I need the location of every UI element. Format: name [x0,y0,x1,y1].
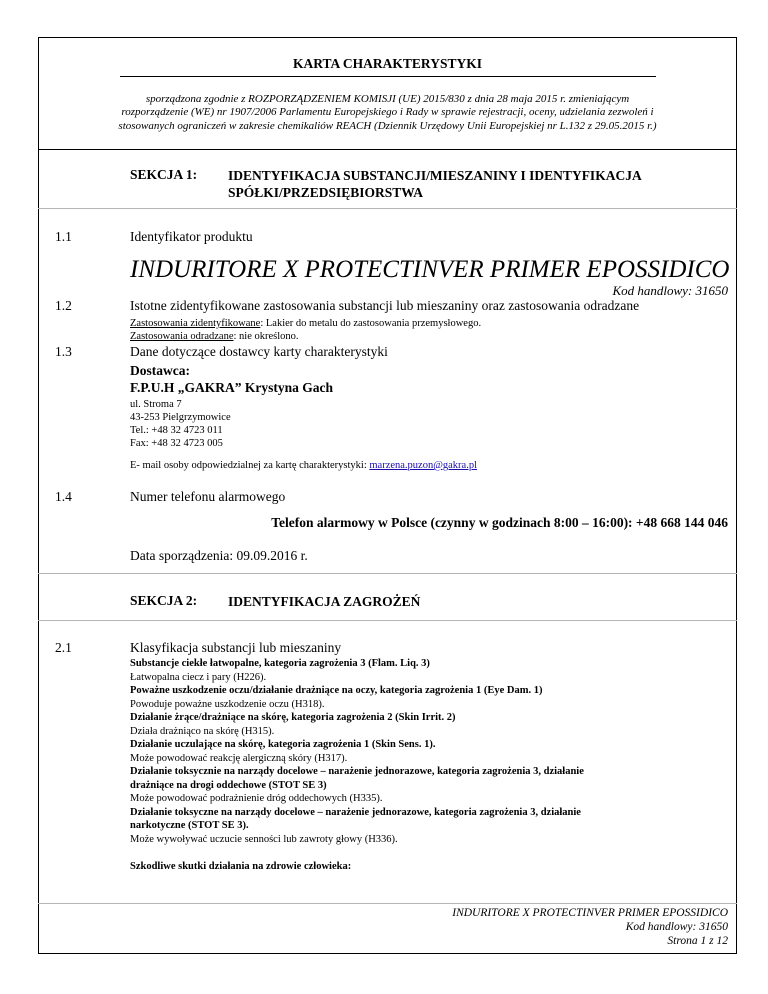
contact-email-row [130,459,477,472]
classification-heading: Działanie uczulające na skórę, kategoria zagrożenia 1 (Skin Sens. 1). [130,739,436,750]
identified-uses-label: Zastosowania zidentyfikowane [130,318,261,329]
subsection-1-4-number: 1.4 [55,489,72,504]
address-line: ul. Stroma 7 [130,399,182,410]
hazard-statement: Powoduje poważne uszkodzenie oczu (H318). [130,698,325,710]
section2-title: IDENTYFIKACJA ZAGROŻEŃ [228,594,421,609]
supplier-label: Dostawca: [130,363,190,378]
regulation-subtitle [70,93,705,133]
section2-divider [38,620,737,621]
preparation-date: Data sporządzenia: 09.09.2016 r. [130,548,308,563]
phone-line: Tel.: +48 32 4723 011 [130,425,223,436]
hazard-statement: Może powodować reakcję alergiczną skóry (H317). [130,752,348,764]
address-line: 43-253 Pielgrzymowice [130,412,231,423]
fax-line: Fax: +48 32 4723 005 [130,438,223,449]
subsection-1-2-number: 1.2 [55,298,72,313]
document-title: KARTA CHARAKTERYSTYKI [293,56,482,71]
hazard-statement: Może wywoływać uczucie senności lub zawroty głowy (H336). [130,833,398,845]
classification-heading: Substancje ciekłe łatwopalne, kategoria zagrożenia 3 (Flam. Liq. 3) [130,658,430,669]
header-divider [38,149,737,150]
subsection-1-1-number: 1.1 [55,229,72,244]
classification-heading: Działanie żrące/drażniące na skórę, kategoria zagrożenia 2 (Skin Irrit. 2) [130,712,456,723]
identified-uses-value: : Lakier do metalu do zastosowania przemysłowego. [260,318,482,329]
subtitle-line: sporządzona zgodnie z ROZPORZĄDZENIEM KOMISJI (UE) 2015/830 z dnia 28 maja 2015 r. zmieniającym [145,93,630,105]
identified-uses [130,317,481,330]
subsection-2-1-label: Klasyfikacja substancji lub mieszaniny [130,640,342,655]
page-number: Strona 1 z 12 [667,935,728,947]
classification-heading: Poważne uszkodzenie oczu/działanie drażniące na oczy, kategoria zagrożenia 1 (Eye Dam. 1) [130,685,543,696]
section2-number: SEKCJA 2: [130,593,198,608]
subsection-1-4-label: Numer telefonu alarmowego [130,489,286,504]
hazard-statement: Działa drażniąco na skórę (H315). [130,725,275,737]
supplier-address [130,398,231,450]
section1-divider [38,208,737,209]
emergency-phone: Telefon alarmowy w Polsce (czynny w godzinach 8:00 – 16:00): +48 668 144 046 [271,515,728,530]
classification-heading: narkotyczne (STOT SE 3). [130,820,249,831]
classification-list [130,657,730,846]
subsection-2-1-number: 2.1 [55,640,72,655]
trade-code: Kod handlowy: 31650 [612,283,728,298]
footer-product: INDURITORE X PROTECTINVER PRIMER EPOSSIDICO [452,907,728,919]
advised-against-uses [130,330,299,343]
harmful-effects-heading: Szkodliwe skutki działania na zdrowie człowieka: [130,861,352,872]
subtitle-line: rozporządzenie (WE) nr 1907/2006 Parlamentu Europejskiego i Rady w sprawie rejestracji, oceny, udzielania zezwoleń i [121,106,654,119]
section1-end-divider [38,573,737,574]
subsection-1-2-label: Istotne zidentyfikowane zastosowania substancji lub mieszaniny oraz zastosowania odradzane [130,298,640,313]
product-name: INDURITORE X PROTECTINVER PRIMER EPOSSIDICO [130,256,730,283]
subtitle-line: stosowanych ograniczeń w zakresie chemikaliów REACH (Dziennik Urzędowy Unii Europejskiej nr L.132 z 29.05.2015 r.) [118,119,657,132]
supplier-name: F.P.U.H „GAKRA” Krystyna Gach [130,380,334,395]
section1-title: IDENTYFIKACJA SUBSTANCJI/MIESZANINY I IDENTYFIKACJA SPÓŁKI/PRZEDSIĘBIORSTWA [228,168,641,200]
title-underline [120,76,656,77]
email-link[interactable]: marzena.puzon@gakra.pl [369,460,477,471]
classification-heading: Działanie toksycznie na narządy docelowe – narażenie jednorazowe, kategoria zagrożenia 3, działanie [130,766,584,777]
section1-number: SEKCJA 1: [130,167,198,182]
hazard-statement: Łatwopalna ciecz i pary (H226). [130,671,267,683]
subsection-1-1-label: Identyfikator produktu [130,229,253,244]
classification-heading: Działanie toksyczne na narządy docelowe – narażenie jednorazowe, kategoria zagrożenia 3, działanie [130,806,581,818]
page-footer [300,906,728,948]
advised-uses-label: Zastosowania odradzane [130,331,234,342]
subsection-1-3-label: Dane dotyczące dostawcy karty charakterystyki [130,344,388,359]
footer-divider [38,903,737,904]
email-label: E- mail osoby odpowiedzialnej za kartę charakterystyki: [130,460,370,471]
footer-trade-code: Kod handlowy: 31650 [625,921,728,933]
subsection-1-3-number: 1.3 [55,344,72,359]
advised-uses-value: : nie określono. [233,331,299,342]
hazard-statement: Może powodować podrażnienie dróg oddechowych (H335). [130,793,383,804]
classification-heading: drażniące na drogi oddechowe (STOT SE 3) [130,779,327,791]
